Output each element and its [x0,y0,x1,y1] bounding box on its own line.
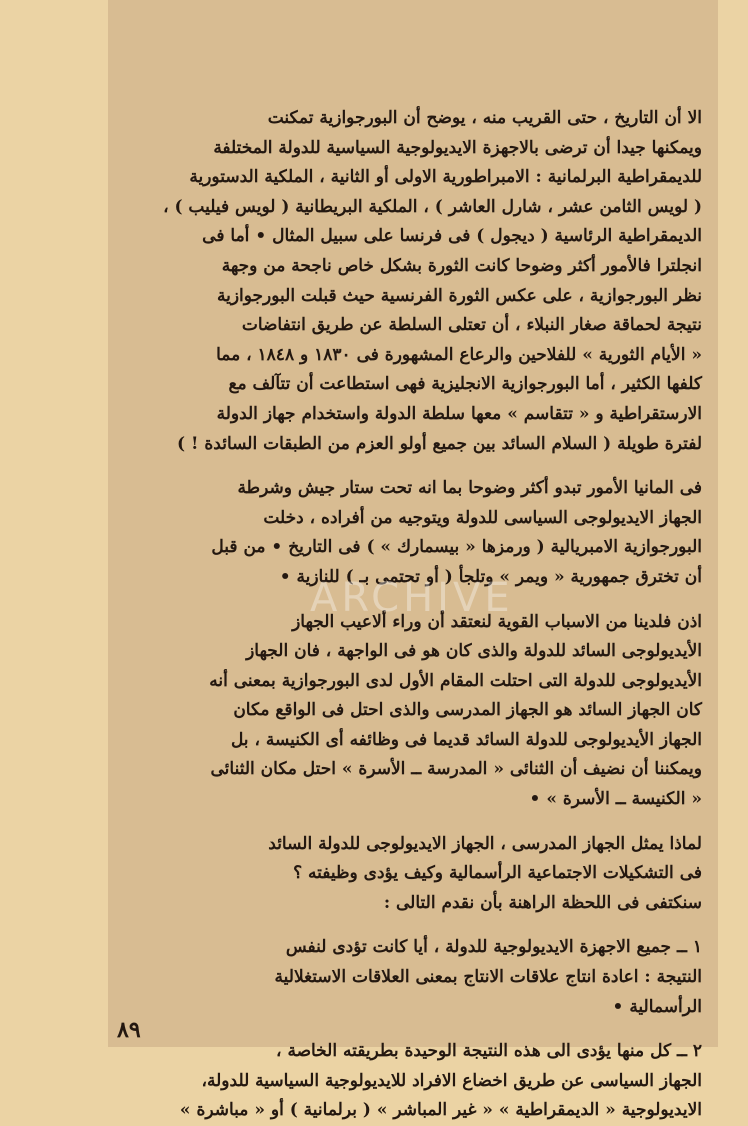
paragraph-6 [112,1037,702,1126]
line: سنكتفى فى اللحظة الراهنة بأن نقدم التالى : [383,892,702,913]
line: الرأسمالية • [612,996,702,1017]
line: لماذا يمثل الجهاز المدرسى ، الجهاز الايديولوجى للدولة السائد [268,833,702,854]
line: البورجوازية الامبريالية ( ورمزها « بيسمارك » ) فى التاريخ • من قبل [211,537,702,558]
line: ( لويس الثامن عشر ، شارل العاشر ) ، الملكية البريطانية ( لويس فيليب ) ، [163,196,702,217]
body-text [112,104,702,1126]
line: الأيديولوجى للدولة التى احتلت المقام الأول لدى البورجوازية بمعنى أنه [209,670,702,691]
line: اذن فلدينا من الاسباب القوية لنعتقد أن وراء ألاعيب الجهاز [292,611,702,632]
line: نتيجة لحماقة صغار النبلاء ، أن تعتلى السلطة عن طريق انتفاضات [241,315,702,336]
line: انجلترا فالأمور أكثر وضوحا كانت الثورة بشكل خاص ناجحة من وجهة [221,255,702,276]
line: كلفها الكثير ، أما البورجوازية الانجليزية فهى استطاعت أن تتآلف مع [228,374,702,395]
line: الأيديولوجى السائد للدولة والذى كان هو فى الواجهة ، فان الجهاز [246,641,702,662]
line: « الكنيسة ــ الأسرة » • [529,789,702,810]
line: النتيجة : اعادة انتاج علاقات الانتاج بمعنى العلاقات الاستغلالية [274,967,702,988]
line: ٢ ــ كل منها يؤدى الى هذه النتيجة الوحيدة بطريقته الخاصة ، [276,1041,702,1062]
line: لفترة طويلة ( السلام السائد بين جميع أولو العزم من الطبقات السائدة ! ) [177,433,702,454]
archive-watermark: ARCHIVE [310,575,514,621]
paragraph-5 [112,933,702,1022]
line: الجهاز الايديولوجى السياسى للدولة ويتوجيه من أفراده ، دخلت [263,507,702,528]
line: فى التشكيلات الاجتماعية الرأسمالية وكيف يؤدى وظيفته ؟ [293,863,702,884]
line: أن تخترق جمهورية « ويمر » وتلجأ ( أو تحتمى بـ ) للنازية • [279,566,702,587]
line: الجهاز السياسى عن طريق اخضاع الافراد للايديولوجية السياسية للدولة، [201,1070,702,1091]
line: الا أن التاريخ ، حتى القريب منه ، يوضح أن البورجوازية تمكنت [267,108,702,128]
paragraph-2 [112,474,702,592]
line: « الأيام الثورية » للفلاحين والرعاع المشهورة فى ١٨٣٠ و ١٨٤٨ ، مما [216,344,702,365]
line: الايديولوجية « الديمقراطية » « غير المباشر » ( برلمانية ) أو « مباشرة » [179,1100,702,1121]
page-number: ٨٩ [117,1017,141,1043]
line: للديمقراطية البرلمانية : الامبراطورية الاولى أو الثانية ، الملكية الدستورية [189,167,702,188]
paragraph-3 [112,608,702,815]
line: الارستقراطية و « تتقاسم » معها سلطة الدولة واستخدام جهاز الدولة [216,403,702,424]
line: نظر البورجوازية ، على عكس الثورة الفرنسية حيث قبلت البورجوازية [216,285,702,306]
line: كان الجهاز السائد هو الجهاز المدرسى والذى احتل فى الواقع مكان [233,700,702,721]
paragraph-4 [112,830,702,919]
line: ويمكننا أن نضيف أن الثنائى « المدرسة ــ الأسرة » احتل مكان الثنائى [210,759,702,780]
line: فى المانيا الأمور تبدو أكثر وضوحا بما انه تحت ستار جيش وشرطة [237,478,702,499]
line: الجهاز الأيديولوجى للدولة السائد قديما فى وظائفه أى الكنيسة ، بل [230,729,702,750]
paragraph-1 [112,104,702,459]
line: ويمكنها جيدا أن ترضى بالاجهزة الايديولوجية السياسية للدولة المختلفة [213,137,702,158]
line: الديمقراطية الرئاسية ( ديجول ) فى فرنسا على سبيل المثال • أما فى [202,226,702,247]
line: ١ ــ جميع الاجهزة الايديولوجية للدولة ، أيا كانت تؤدى لنفس [285,937,702,958]
